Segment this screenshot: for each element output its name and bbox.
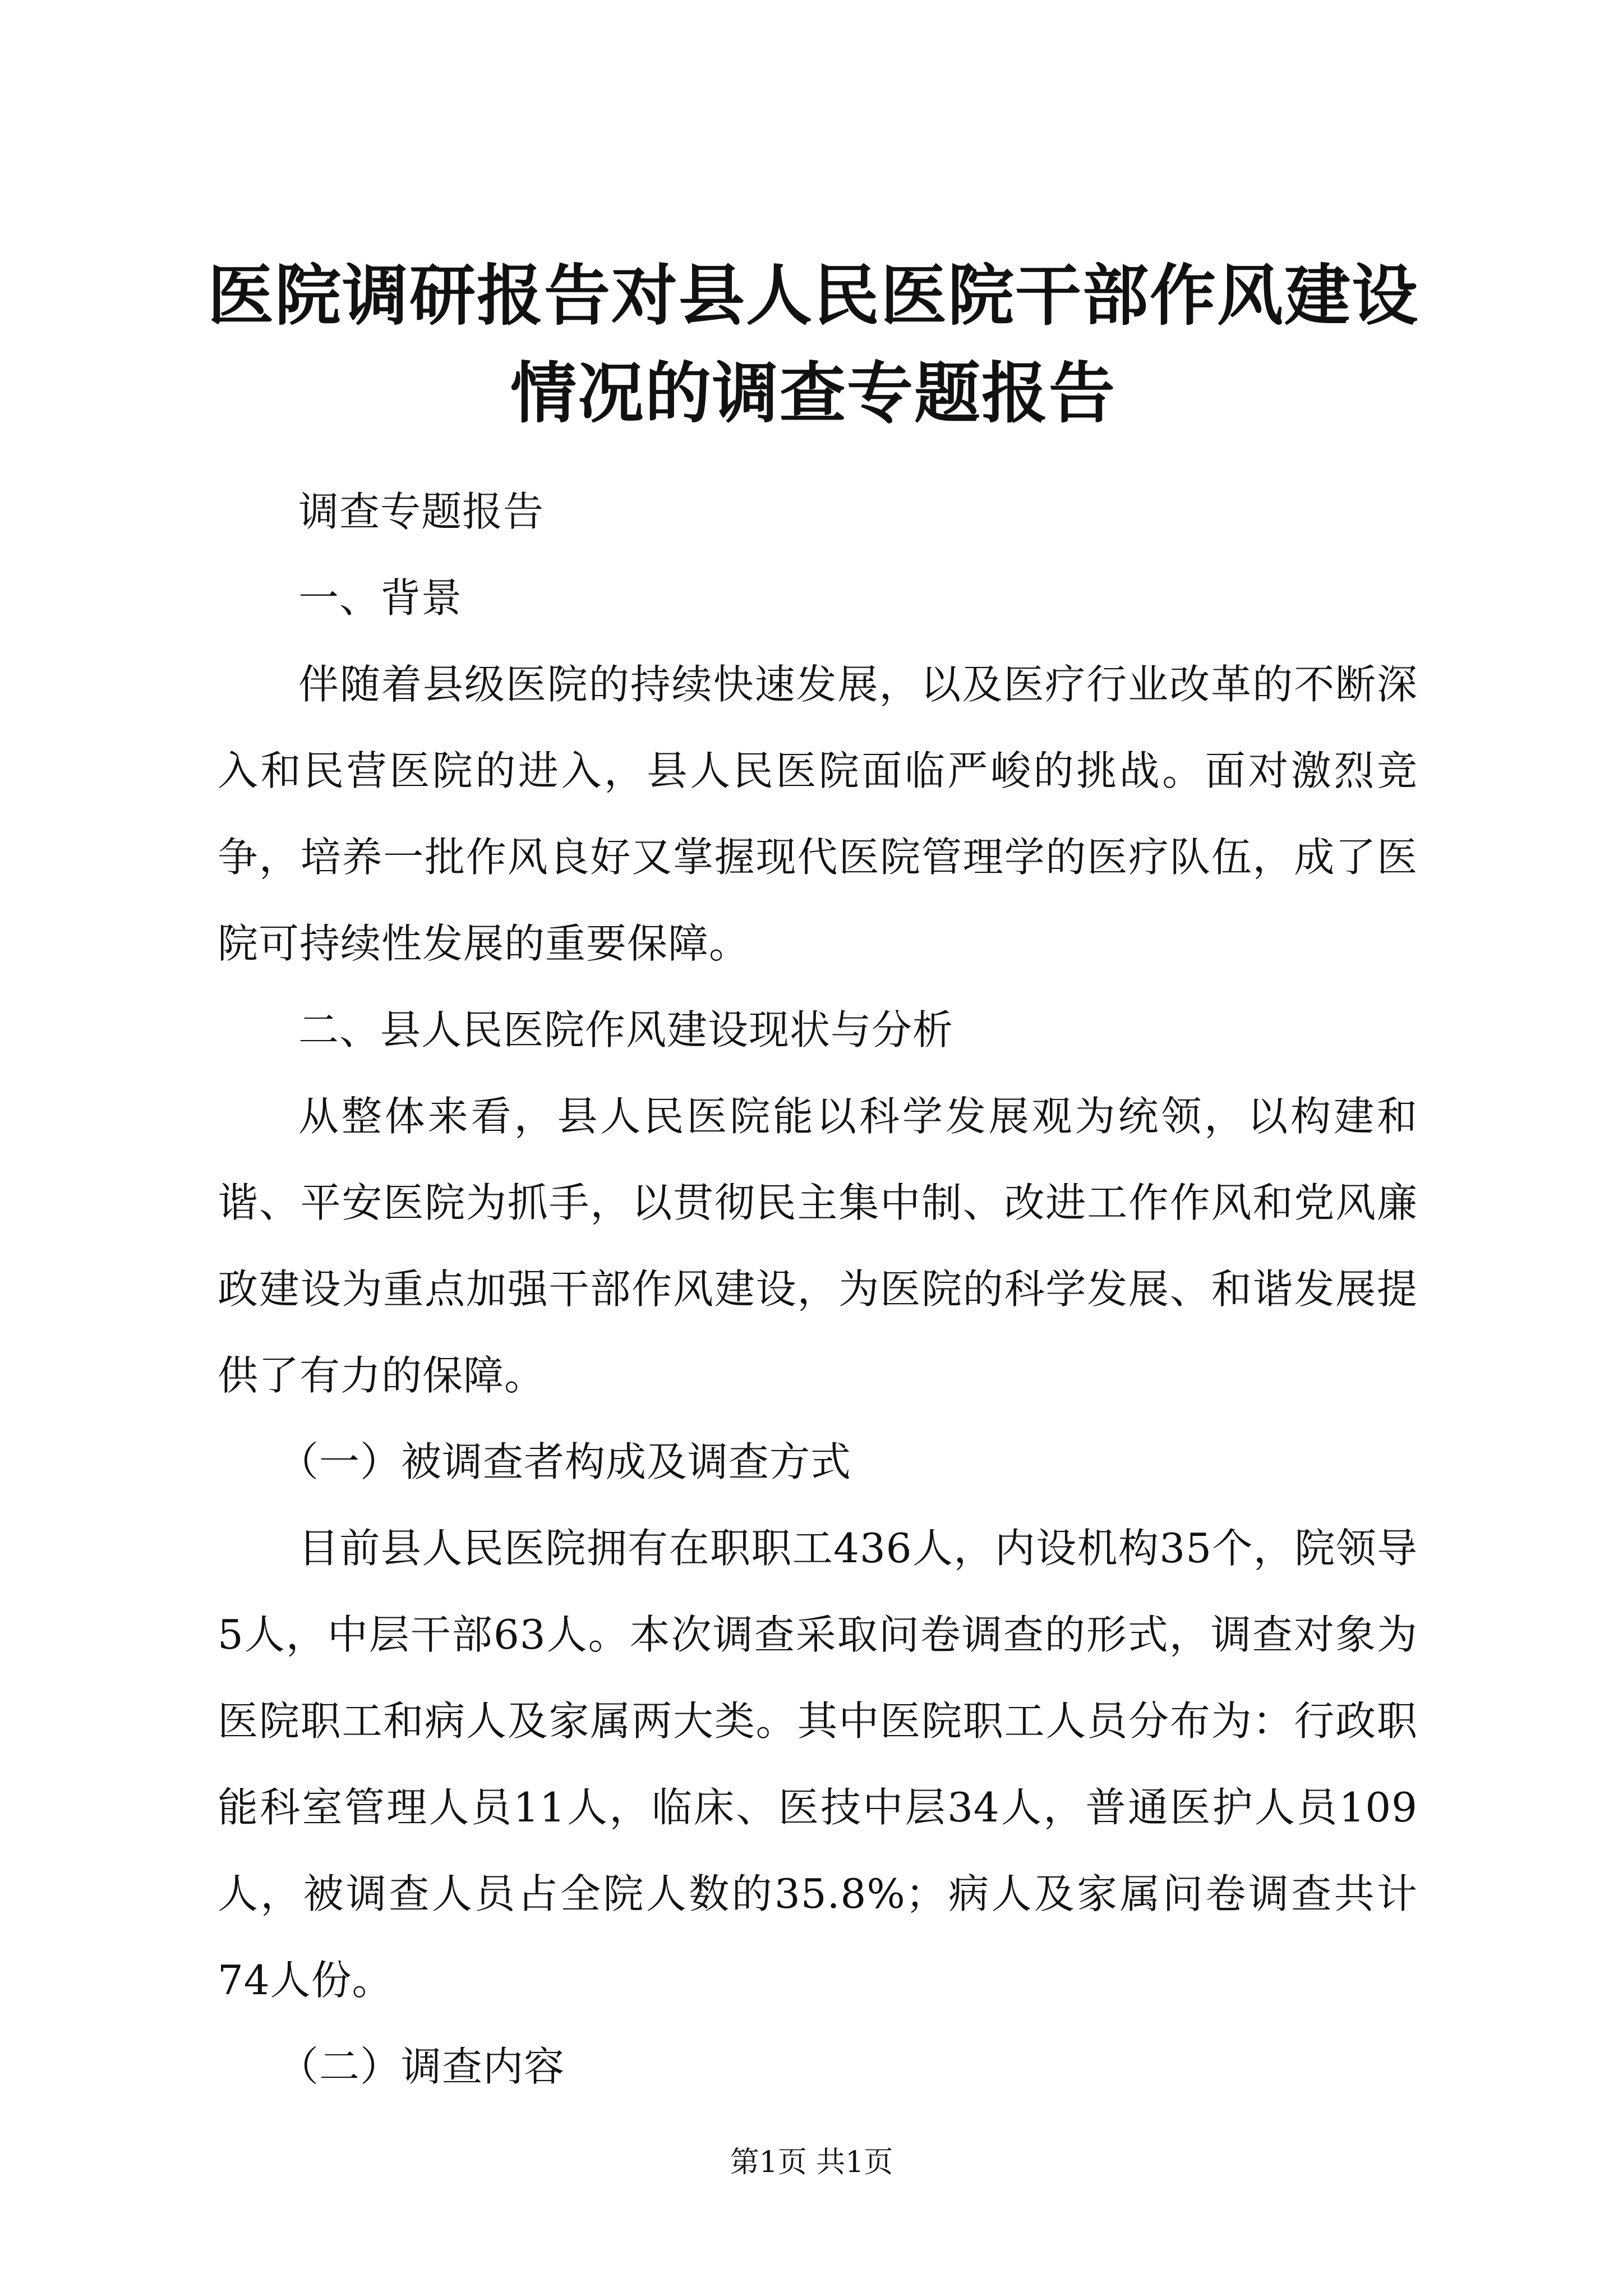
subsection-heading-respondents: （一）被调查者构成及调查方式 bbox=[278, 1438, 852, 1485]
document-title: 医院调研报告对县人民医院干部作风建设情况的调查专题报告 bbox=[207, 256, 1419, 432]
paragraph-respondents: 目前县人民医院拥有在职职工436人，内设机构35个，院领导5人，中层干部63人。本次调查采取问卷调查的形式，调查对象为医院职工和病人及家属两大类。其中医院职工人员分布为：行政职能科室管理人员11人，临床、医技中层34人，普通医护人员109人，被调查人员占全院人数的35.8%；病人及家属问卷调查共计74人份。 bbox=[218, 1525, 1418, 2004]
paragraph-overall: 从整体来看，县人民医院能以科学发展观为统领，以构建和谐、平安医院为抓手，以贯彻民主集中制、改进工作作风和党风廉政建设为重点加强干部作风建设，为医院的科学发展、和谐发展提供了有力的保障。 bbox=[218, 1093, 1418, 1399]
paragraph-report-label: 调查专题报告 bbox=[298, 488, 545, 535]
page-footer: 第1页 共1页 bbox=[730, 2146, 893, 2179]
section-heading-background: 一、背景 bbox=[298, 574, 463, 622]
section-heading-status-analysis: 二、县人民医院作风建设现状与分析 bbox=[298, 1006, 954, 1053]
subsection-heading-survey-content: （二）调查内容 bbox=[278, 2043, 565, 2090]
paragraph-background: 伴随着县级医院的持续快速发展，以及医疗行业改革的不断深入和民营医院的进入，县人民医院面临严峻的挑战。面对激烈竞争，培养一批作风良好又掌握现代医院管理学的医疗队伍，成了医院可持续性发展的重要保障。 bbox=[218, 661, 1418, 967]
document-body bbox=[218, 468, 1418, 2110]
